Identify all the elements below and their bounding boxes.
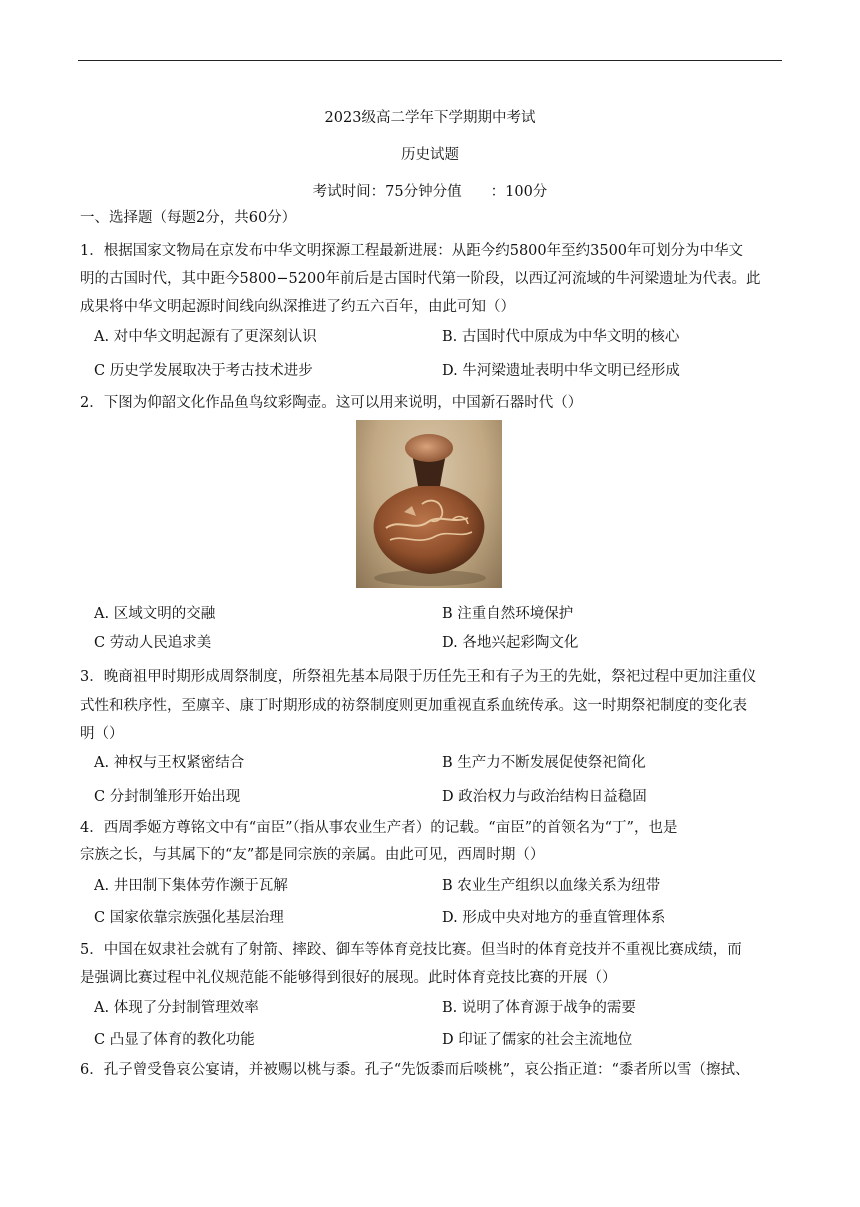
- question-4-option-a: A. 井田制下集体劳作濒于瓦解: [94, 878, 288, 894]
- question-5-option-a: A. 体现了分封制管理效率: [94, 1000, 259, 1016]
- question-1-line-2: 明的古国时代，其中距今5800−5200年前后是古国时代第一阶段，以西辽河流域的牛河梁遗址为代表。此: [80, 271, 761, 287]
- painted-pottery-pot-image: [356, 420, 502, 588]
- question-3-option-c: C 分封制雏形开始出现: [94, 789, 241, 805]
- question-4-option-d: D. 形成中央对地方的垂直管理体系: [442, 910, 666, 926]
- header-rule: [78, 60, 782, 61]
- question-4-option-c: C 国家依靠宗族强化基层治理: [94, 910, 284, 926]
- question-5-line-2: 是强调比赛过程中礼仪规范能不能够得到很好的展现。此时体育竞技比赛的开展（）: [80, 970, 617, 986]
- exam-info: 考试时间：75分钟分值 ：100分: [312, 184, 548, 200]
- question-3-option-a: A. 神权与王权紧密结合: [94, 755, 245, 771]
- question-3-line-1: 3．晚商祖甲时期形成周祭制度，所祭祖先基本局限于历任先王和有子为王的先妣，祭祀过程中更加注重仪: [80, 669, 757, 685]
- question-1-option-d: D. 牛河梁遗址表明中华文明已经形成: [442, 363, 680, 379]
- question-5-option-d: D 印证了儒家的社会主流地位: [442, 1032, 633, 1048]
- question-6-line-1: 6．孔子曾受鲁哀公宴请，并被赐以桃与黍。孔子“先饭黍而后啖桃”，哀公指正道：“黍者所以雪（擦拭、: [80, 1062, 750, 1078]
- question-4-line-1: 4．西周季姬方尊铭文中有“亩臣”（指从事农业生产者）的记载。“亩臣”的首领名为“丁”，也是: [80, 820, 678, 836]
- question-4-line-2: 宗族之长，与其属下的“友”都是同宗族的亲属。由此可见，西周时期（）: [80, 847, 545, 863]
- question-2-line-1: 2．下图为仰韶文化作品鱼鸟纹彩陶壶。这可以用来说明，中国新石器时代（）: [80, 395, 583, 411]
- question-3-option-b: B 生产力不断发展促使祭祀简化: [442, 755, 646, 771]
- question-2-option-a: A. 区域文明的交融: [94, 606, 216, 622]
- question-3-option-d: D 政治权力与政治结构日益稳固: [442, 789, 647, 805]
- question-1-line-1: 1．根据国家文物局在京发布中华文明探源工程最新进展：从距今约5800年至约3500年可划分为中华文: [80, 243, 744, 259]
- subject-title: 历史试题: [401, 147, 459, 163]
- section-heading: 一、选择题（每题2分，共60分）: [80, 210, 297, 226]
- question-5-line-1: 5．中国在奴隶社会就有了射箭、摔跤、御车等体育竞技比赛。但当时的体育竞技并不重视比赛成绩，而: [80, 942, 742, 958]
- question-2-option-b: B 注重自然环境保护: [442, 606, 574, 622]
- exam-title: 2023级高二学年下学期期中考试: [324, 110, 536, 126]
- question-4-option-b: B 农业生产组织以血缘关系为纽带: [442, 878, 661, 894]
- question-1-line-3: 成果将中华文明起源时间线向纵深推进了约五六百年，由此可知（）: [80, 299, 515, 315]
- question-5-option-b: B. 说明了体育源于战争的需要: [442, 1000, 636, 1016]
- question-1-option-c: C 历史学发展取决于考古技术进步: [94, 363, 313, 379]
- question-2-option-d: D. 各地兴起彩陶文化: [442, 635, 579, 651]
- question-5-option-c: C 凸显了体育的教化功能: [94, 1032, 255, 1048]
- question-2-option-c: C 劳动人民追求美: [94, 635, 212, 651]
- question-3-line-2: 式性和秩序性，至廪辛、康丁时期形成的祊祭制度则更加重视直系血统传承。这一时期祭祀制度的变化表: [80, 698, 747, 714]
- question-1-option-b: B. 古国时代中原成为中华文明的核心: [442, 329, 680, 345]
- question-3-line-3: 明（）: [80, 726, 124, 742]
- question-1-option-a: A. 对中华文明起源有了更深刻认识: [94, 329, 317, 345]
